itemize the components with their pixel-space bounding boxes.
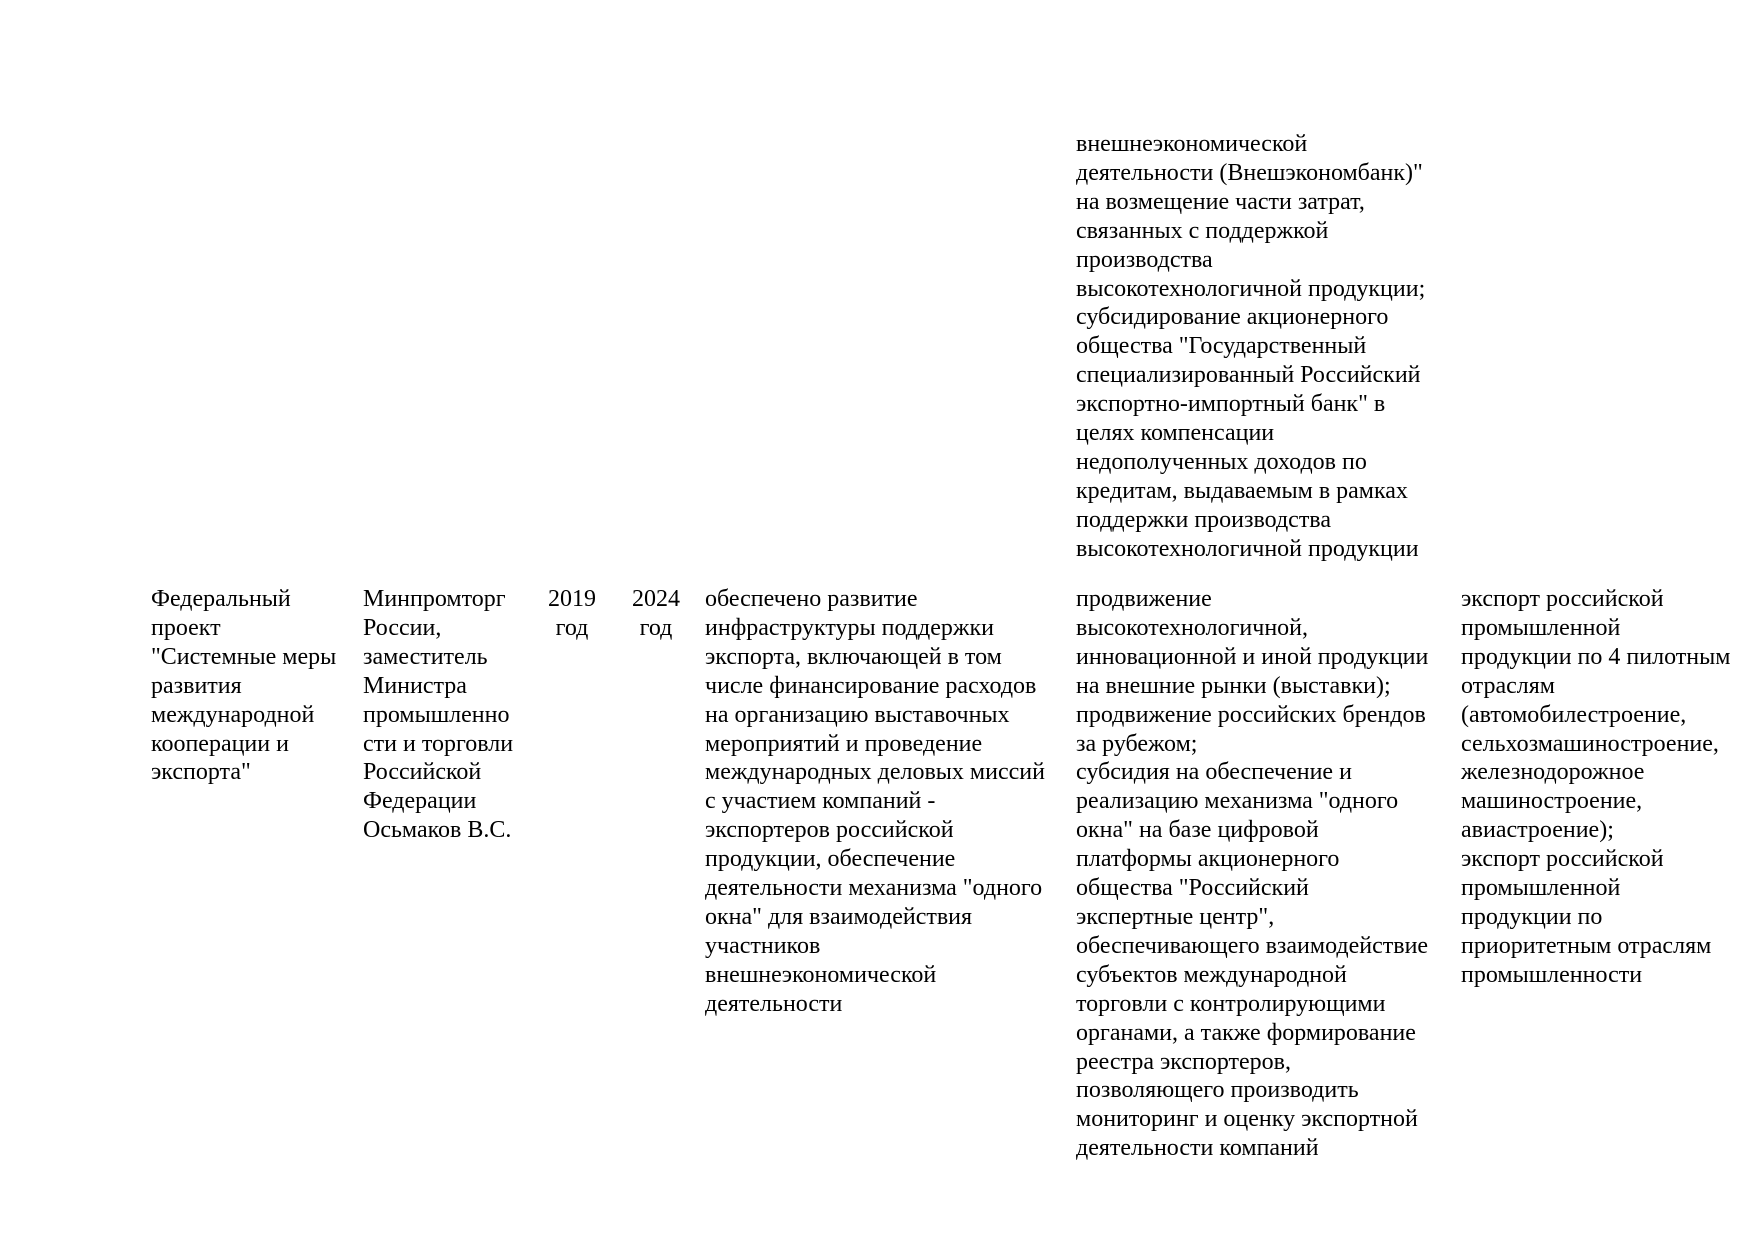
project-name-cell: Федеральный проект "Системные меры развития международной кооперации и экспорта" (151, 586, 337, 786)
end-year-cell: 2024 год (632, 586, 680, 641)
continued-mechanisms-cell: внешнеэкономической деятельности (Внешэкономбанк)" на возмещение части затрат, связанных с поддержкой производства высокотехнологичной продукции; субсидирование акционерного общества "Государственный специализированный Российский экспортно-импортный банк" в целях компенсации недополученных доходов по кредитам, выдаваемым в рамках поддержки производства высокотехнологичной продукции (1076, 131, 1426, 562)
mechanisms-cell: продвижение высокотехнологичной, инновационной и иной продукции на внешние рынки (выставки); продвижение российских брендов за рубежом; субсидия на обеспечение и реализацию механизма "одного окна" на базе цифровой платформы акционерного общества "Российский экспертные центр", обеспечивающего взаимодействие субъектов международной торговли с контролирующими органами, а также формирование реестра экспортеров, позволяющего производить мониторинг и оценку экспортной деятельности компаний (1076, 586, 1429, 1162)
start-year-cell: 2019 год (548, 586, 596, 641)
indicators-cell: экспорт российской промышленной продукции по 4 пилотным отраслям (автомобилестроение, сельхозмашиностроение, железнодорожное машиностроение, авиастроение); экспорт российской промышленной продукции по приоритетным отраслям промышленности (1461, 586, 1731, 988)
result-cell: обеспечено развитие инфраструктуры поддержки экспорта, включающей в том числе финансирование расходов на организацию выставочных мероприятий и проведение международных деловых миссий с участием компаний - экспортеров российской продукции, обеспечение деятельности механизма "одного окна" для взаимодействия участников внешнеэкономической деятельности (705, 586, 1045, 1017)
responsible-cell: Минпромторг России, заместитель Министра промышленно сти и торговли Российской Федерации Осьмаков В.С. (363, 586, 514, 844)
